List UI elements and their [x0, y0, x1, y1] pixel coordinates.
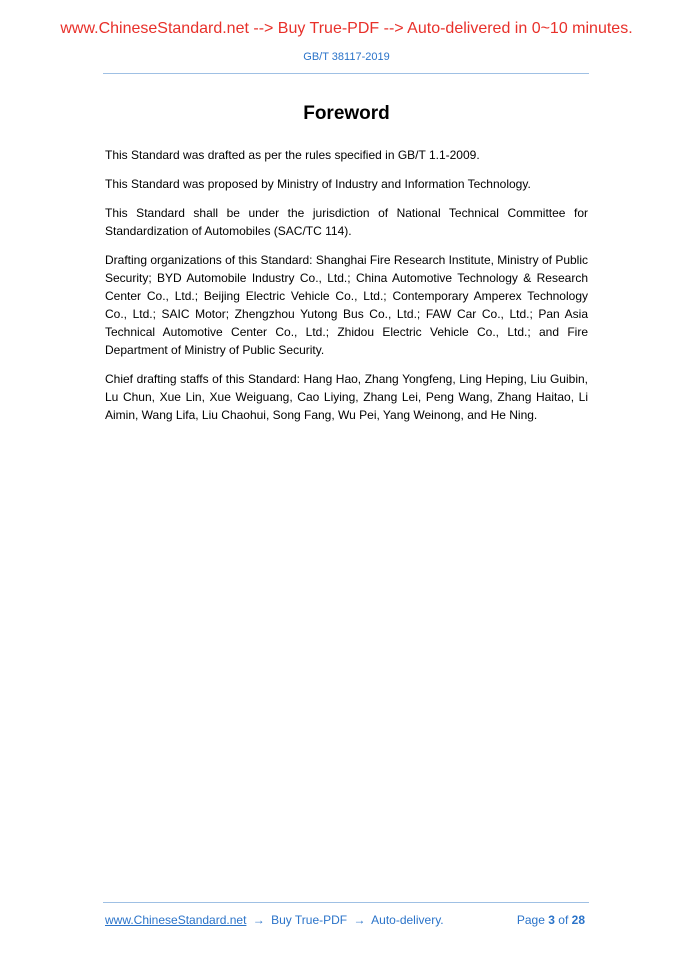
- header-divider: [103, 73, 589, 74]
- paragraph-drafting-staff: Chief drafting staffs of this Standard: Hang Hao, Zhang Yongfeng, Ling Heping, Liu Guibin, Lu Chun, Xue Lin, Xue Weiguang, Cao Liying, Zhang Lei, Peng Wang, Zhang Haitao, Li Aimin, Wang Lifa, Liu Chaohui, Song Fang, Wu Pei, Yang Weinong, and He Ning.: [105, 372, 588, 422]
- auto-delivery-text: Auto-delivery.: [371, 913, 444, 927]
- paragraph-drafting-organizations: Drafting organizations of this Standard: Shanghai Fire Research Institute, Ministry of Public Security; BYD Automobile Industry Co., Ltd.; China Automotive Technology & Research Center Co., Ltd.; Beijing Electric Vehicle Co., Ltd.; Contemporary Amperex Technology Co., Ltd.; SAIC Motor; Zhengzhou Yutong Bus Co., Ltd.; FAW Car Co., Ltd.; Pan Asia Technical Automotive Center Co., Ltd.; Zhidou Electric Vehicle Co., Ltd.; and Fire Department of Ministry of Public Security.: [105, 253, 588, 357]
- footer-divider: [103, 902, 589, 903]
- paragraph-drafting-rules: This Standard was drafted as per the rules specified in GB/T 1.1-2009.: [105, 148, 480, 162]
- footer-links: [105, 912, 444, 928]
- website-link[interactable]: www.ChineseStandard.net: [105, 913, 247, 927]
- page-title: Foreword: [303, 103, 390, 124]
- standard-number: GB/T 38117-2019: [303, 51, 390, 63]
- arrow-right-icon: →: [252, 913, 265, 927]
- paragraph-proposed-by: This Standard was proposed by Ministry of Industry and Information Technology.: [105, 177, 531, 191]
- total-pages-number: 28: [571, 913, 585, 927]
- top-banner: www.ChineseStandard.net --> Buy True-PDF --> Auto-delivered in 0~10 minutes.: [60, 20, 633, 37]
- foreword-body: [105, 146, 588, 435]
- paragraph-jurisdiction: This Standard shall be under the jurisdiction of National Technical Committee for Standardization of Automobiles (SAC/TC 114).: [105, 206, 588, 238]
- of-label: of: [558, 913, 569, 927]
- buy-true-pdf-text: Buy True-PDF: [271, 913, 348, 927]
- page-label: Page: [516, 913, 545, 927]
- current-page-number: 3: [548, 913, 555, 927]
- arrow-right-icon: →: [353, 913, 366, 927]
- page-indicator: [517, 912, 585, 928]
